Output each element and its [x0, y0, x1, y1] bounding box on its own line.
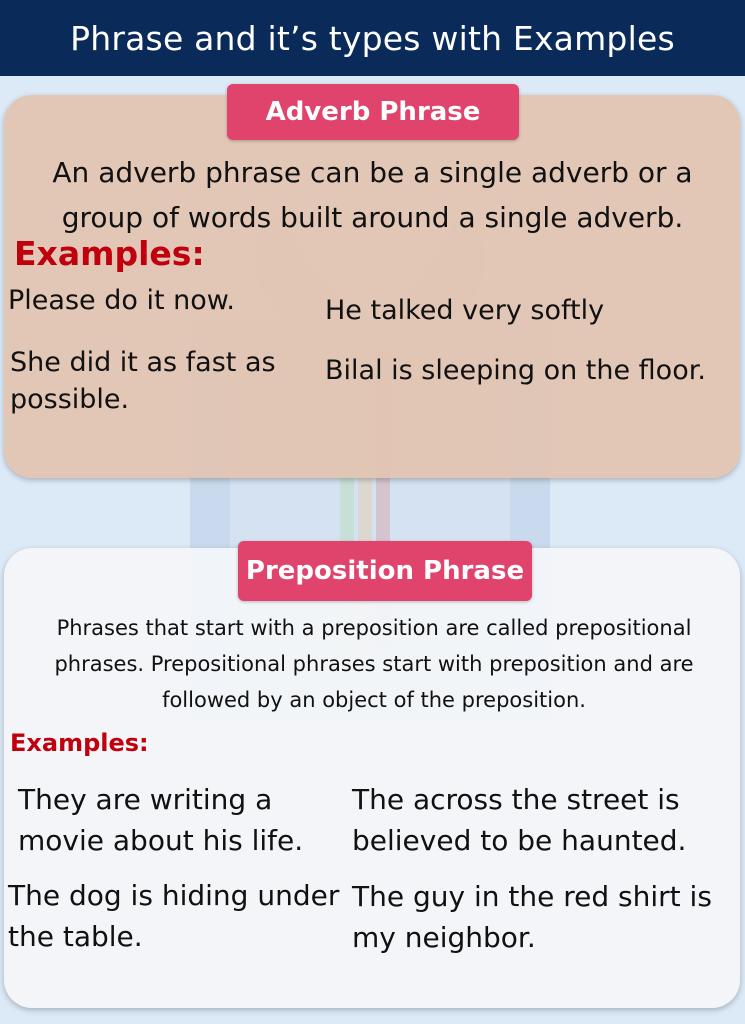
adverb-example: Please do it now.	[8, 285, 235, 316]
adverb-phrase-heading	[227, 84, 519, 140]
preposition-phrase-heading-label: Preposition Phrase	[245, 556, 525, 586]
page-title: Phrase and it’s types with Examples	[70, 18, 675, 58]
preposition-example: The dog is hiding under the table.	[8, 879, 340, 953]
preposition-phrase-description: Phrases that start with a preposition are called prepositional phrases. Prepositional phrases start with preposition and are followed by an object of the preposition.	[54, 616, 694, 712]
adverb-examples-label: Examples:	[14, 234, 205, 273]
adverb-example: He talked very softly	[325, 295, 605, 326]
adverb-example: Bilal is sleeping on the floor.	[325, 355, 706, 386]
adverb-phrase-description: An adverb phrase can be a single adverb or a group of words built around a single adverb.	[52, 156, 693, 234]
adverb-example: She did it as fast as possible.	[10, 347, 276, 416]
adverb-phrase-heading-label: Adverb Phrase	[265, 97, 481, 127]
preposition-examples-label: Examples:	[10, 729, 149, 757]
page-title-bar	[0, 0, 745, 76]
preposition-example: The guy in the red shirt is my neighbor.	[352, 880, 712, 954]
preposition-phrase-heading	[238, 541, 532, 601]
preposition-example: They are writing a movie about his life.	[18, 783, 304, 857]
preposition-example: The across the street is believed to be haunted.	[352, 783, 687, 857]
